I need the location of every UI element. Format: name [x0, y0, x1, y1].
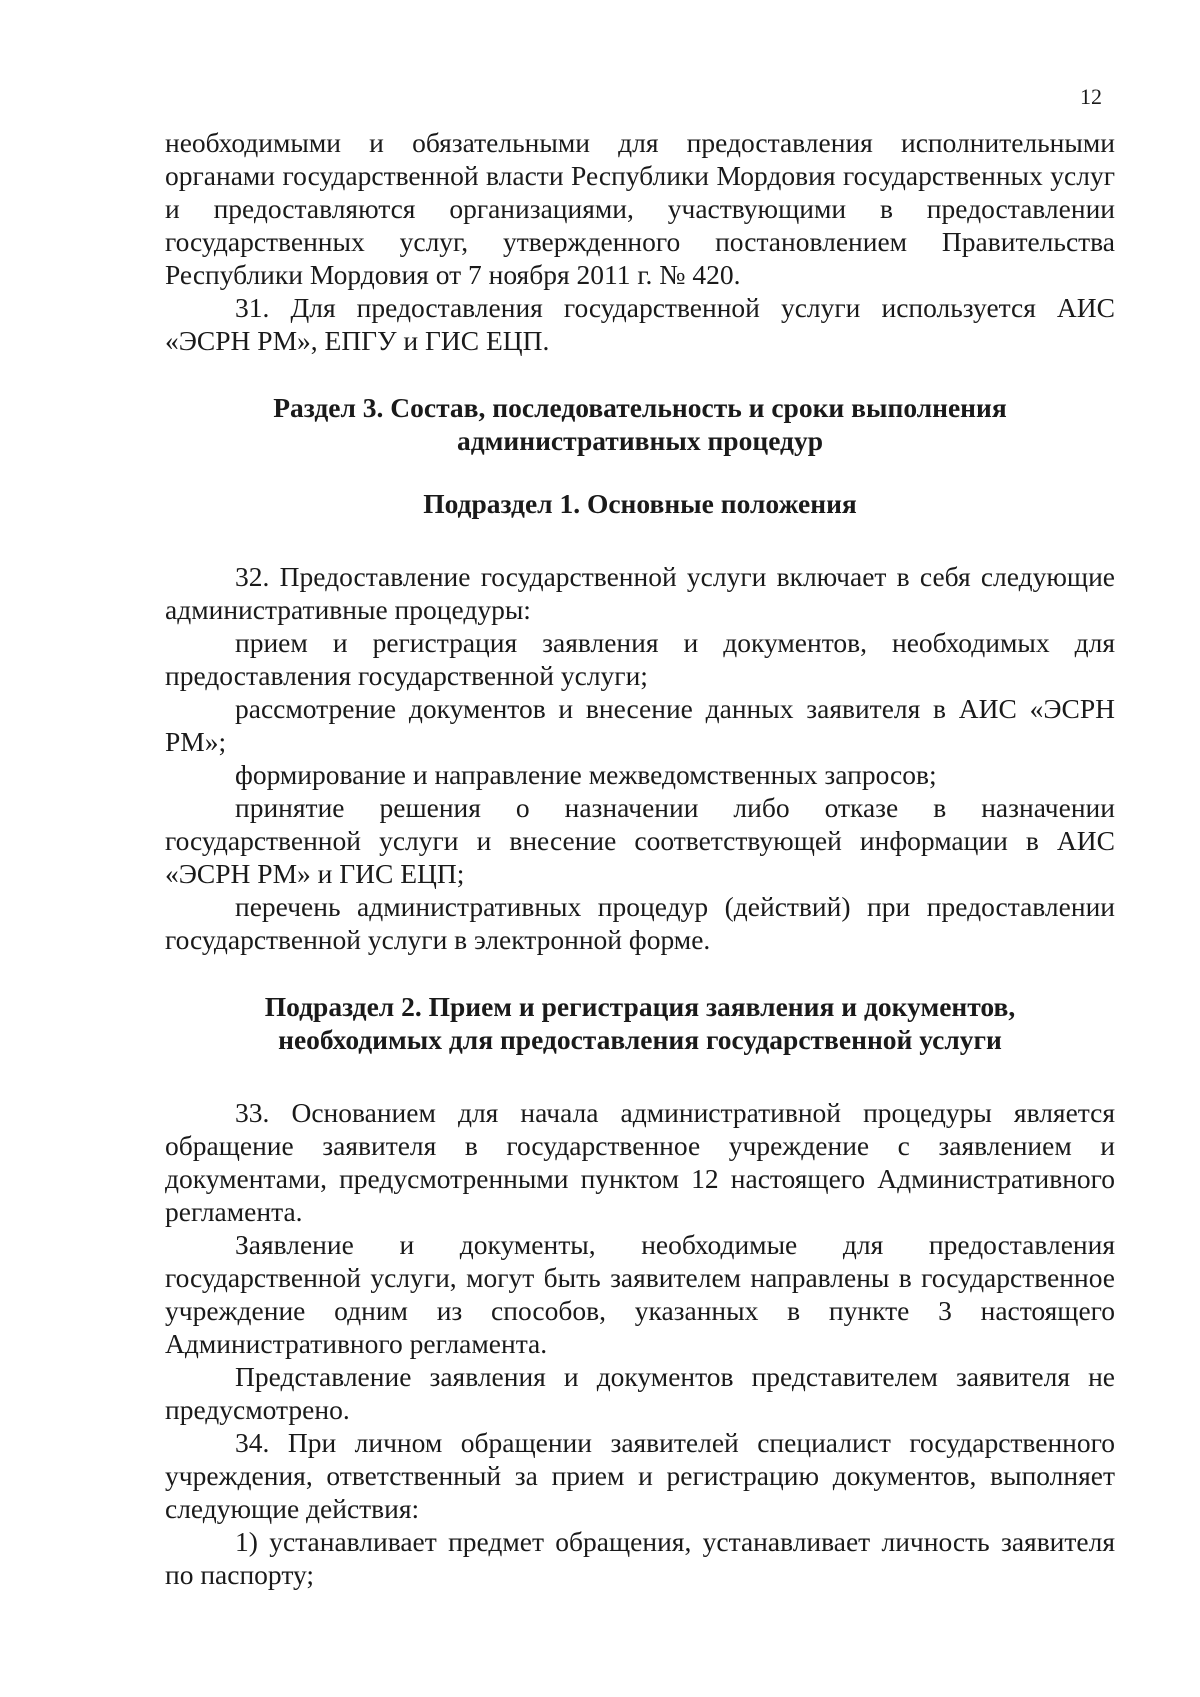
- paragraph-32: 32. Предоставление государственной услуги включает в себя следующие административные процедуры:: [165, 561, 1115, 625]
- paragraph-32-item-4: принятие решения о назначении либо отказе в назначении государственной услуги и внесение соответствующей информации в АИС «ЭСРН РМ» и ГИС ЕЦП;: [165, 792, 1115, 889]
- paragraph-33-b: Заявление и документы, необходимые для предоставления государственной услуги, могут быть заявителем направлены в государственное учреждение одним из способов, указанных в пункте 3 настоящего Административного регламента.: [165, 1229, 1115, 1359]
- subsection-1-title: Подраздел 1. Основные положения: [423, 488, 857, 519]
- paragraph-31: 31. Для предоставления государственной услуги используется АИС «ЭСРН РМ», ЕПГУ и ГИС ЕЦП.: [165, 292, 1115, 356]
- section-3-title-line-2: административных процедур: [457, 425, 823, 456]
- paragraph-34: 34. При личном обращении заявителей специалист государственного учреждения, ответственный за прием и регистрацию документов, выполняет следующие действия:: [165, 1427, 1115, 1524]
- paragraph-33-c: Представление заявления и документов представителем заявителя не предусмотрено.: [165, 1361, 1115, 1425]
- paragraph-32-item-5: перечень административных процедур (действий) при предоставлении государственной услуги в электронной форме.: [165, 891, 1115, 955]
- subsection-2-title-line-1: Подраздел 2. Прием и регистрация заявления и документов,: [264, 991, 1016, 1022]
- paragraph-continuation: необходимыми и обязательными для предоставления исполнительными органами государственной власти Республики Мордовия государственных услуг и предоставляются организациями, участвующими в предоставлении государственных услуг, утвержденного постановлением Правительства Республики Мордовия от 7 ноября 2011 г. № 420.: [165, 127, 1115, 290]
- document-body: [165, 126, 1115, 1591]
- subsection-2-title-line-2: необходимых для предоставления государственной услуги: [278, 1024, 1002, 1055]
- section-3-title-line-1: Раздел 3. Состав, последовательность и сроки выполнения: [273, 392, 1007, 423]
- paragraph-32-item-1: прием и регистрация заявления и документов, необходимых для предоставления государственной услуги;: [165, 627, 1115, 691]
- page-number: 12: [1080, 84, 1102, 109]
- paragraph-32-item-2: рассмотрение документов и внесение данных заявителя в АИС «ЭСРН РМ»;: [165, 693, 1115, 757]
- paragraph-34-item-1: 1) устанавливает предмет обращения, устанавливает личность заявителя по паспорту;: [165, 1526, 1115, 1590]
- paragraph-32-item-3: формирование и направление межведомственных запросов;: [235, 759, 937, 790]
- paragraph-33: 33. Основанием для начала административной процедуры является обращение заявителя в государственное учреждение с заявлением и документами, предусмотренными пунктом 12 настоящего Административного регламента.: [165, 1097, 1115, 1227]
